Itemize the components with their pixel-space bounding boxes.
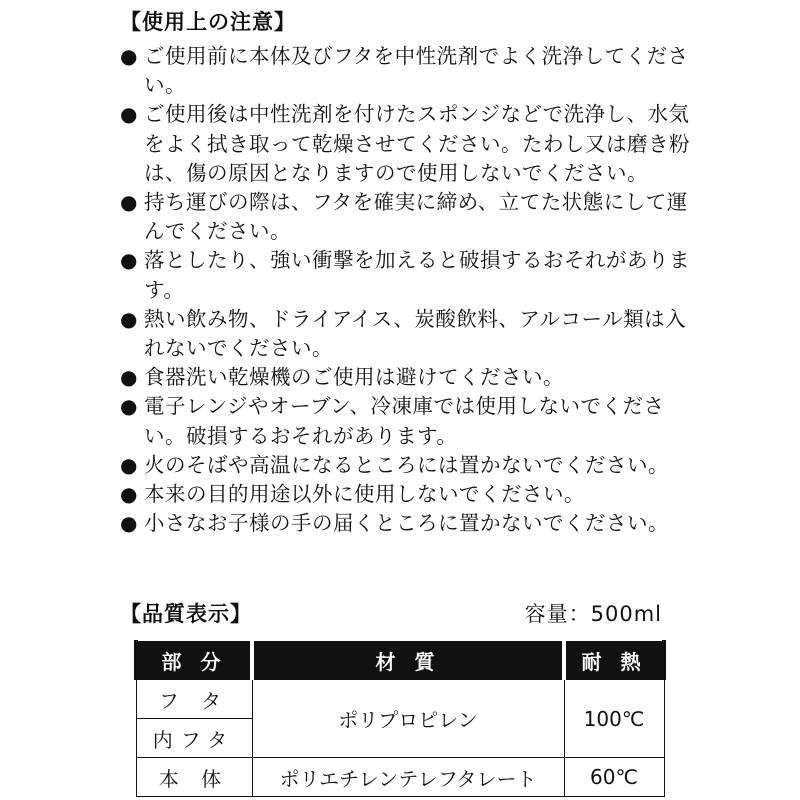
caution-text: ご使用後は中性洗剤を付けたスポンジなどで洗浄し、水気をよく拭き取って乾燥させてください。たわし又は磨き粉は、傷の原因となりますので使用しないでください。 [144, 102, 690, 185]
caution-list [120, 42, 690, 538]
caution-text: 火のそばや高温になるところには置かないでください。 [144, 452, 669, 477]
table-row [136, 758, 664, 797]
bullet-icon: ● [120, 190, 138, 215]
caution-text: 落としたり、強い衝撃を加えると破損するおそれがあります。 [144, 248, 690, 302]
table-row [136, 680, 664, 719]
caution-item [120, 305, 690, 363]
caution-item [120, 246, 690, 304]
caution-item [120, 392, 690, 450]
heat-cell: 100℃ [564, 680, 664, 758]
bullet-icon: ● [120, 248, 138, 273]
caution-item [120, 451, 690, 480]
table-header-row [136, 641, 664, 680]
bullet-icon: ● [120, 365, 138, 390]
caution-item [120, 100, 690, 188]
bullet-icon: ● [120, 394, 138, 419]
bullet-icon: ● [120, 482, 138, 507]
caution-item [120, 480, 690, 509]
bullet-icon: ● [120, 44, 138, 68]
material-cell: ポリエチレンテレフタレート [252, 758, 564, 797]
caution-item [120, 42, 690, 100]
caution-item [120, 509, 690, 538]
bullet-icon: ● [120, 452, 138, 477]
heat-cell: 60℃ [564, 758, 664, 797]
bullet-icon: ● [120, 511, 138, 536]
bullet-icon: ● [120, 102, 138, 127]
caution-text: 持ち運びの際は、フタを確実に締め、立てた状態にして運んでください。 [144, 190, 688, 244]
caution-text: ご使用前に本体及びフタを中性洗剤でよく洗浄してください。 [144, 44, 689, 98]
caution-text: 本来の目的用途以外に使用しないでください。 [144, 482, 585, 507]
part-cell: 本 体 [136, 758, 252, 797]
caution-text: 小さなお子様の手の届くところに置かないでください。 [144, 511, 669, 536]
part-cell: フ タ [136, 680, 252, 719]
bullet-icon: ● [120, 306, 138, 331]
header-material: 材 質 [252, 641, 564, 680]
capacity-label: 容量：500ml [524, 602, 662, 626]
header-part: 部 分 [136, 641, 252, 680]
caution-text: 熱い飲み物、ドライアイス、炭酸飲料、アルコール類は入れないでください。 [144, 306, 687, 361]
part-cell: 内フタ [136, 719, 252, 758]
header-heat: 耐 熱 [564, 641, 664, 680]
quality-title: 【品質表示】 [120, 602, 252, 626]
quality-table [134, 640, 666, 797]
caution-item [120, 188, 690, 246]
caution-item [120, 363, 690, 392]
caution-title: 【使用上の注意】 [120, 10, 296, 34]
material-cell: ポリプロピレン [252, 680, 564, 758]
caution-text: 電子レンジやオーブン、冷凍庫では使用しないでください。破損するおそれがあります。 [144, 394, 665, 448]
caution-text: 食器洗い乾燥機のご使用は避けてください。 [144, 365, 564, 390]
